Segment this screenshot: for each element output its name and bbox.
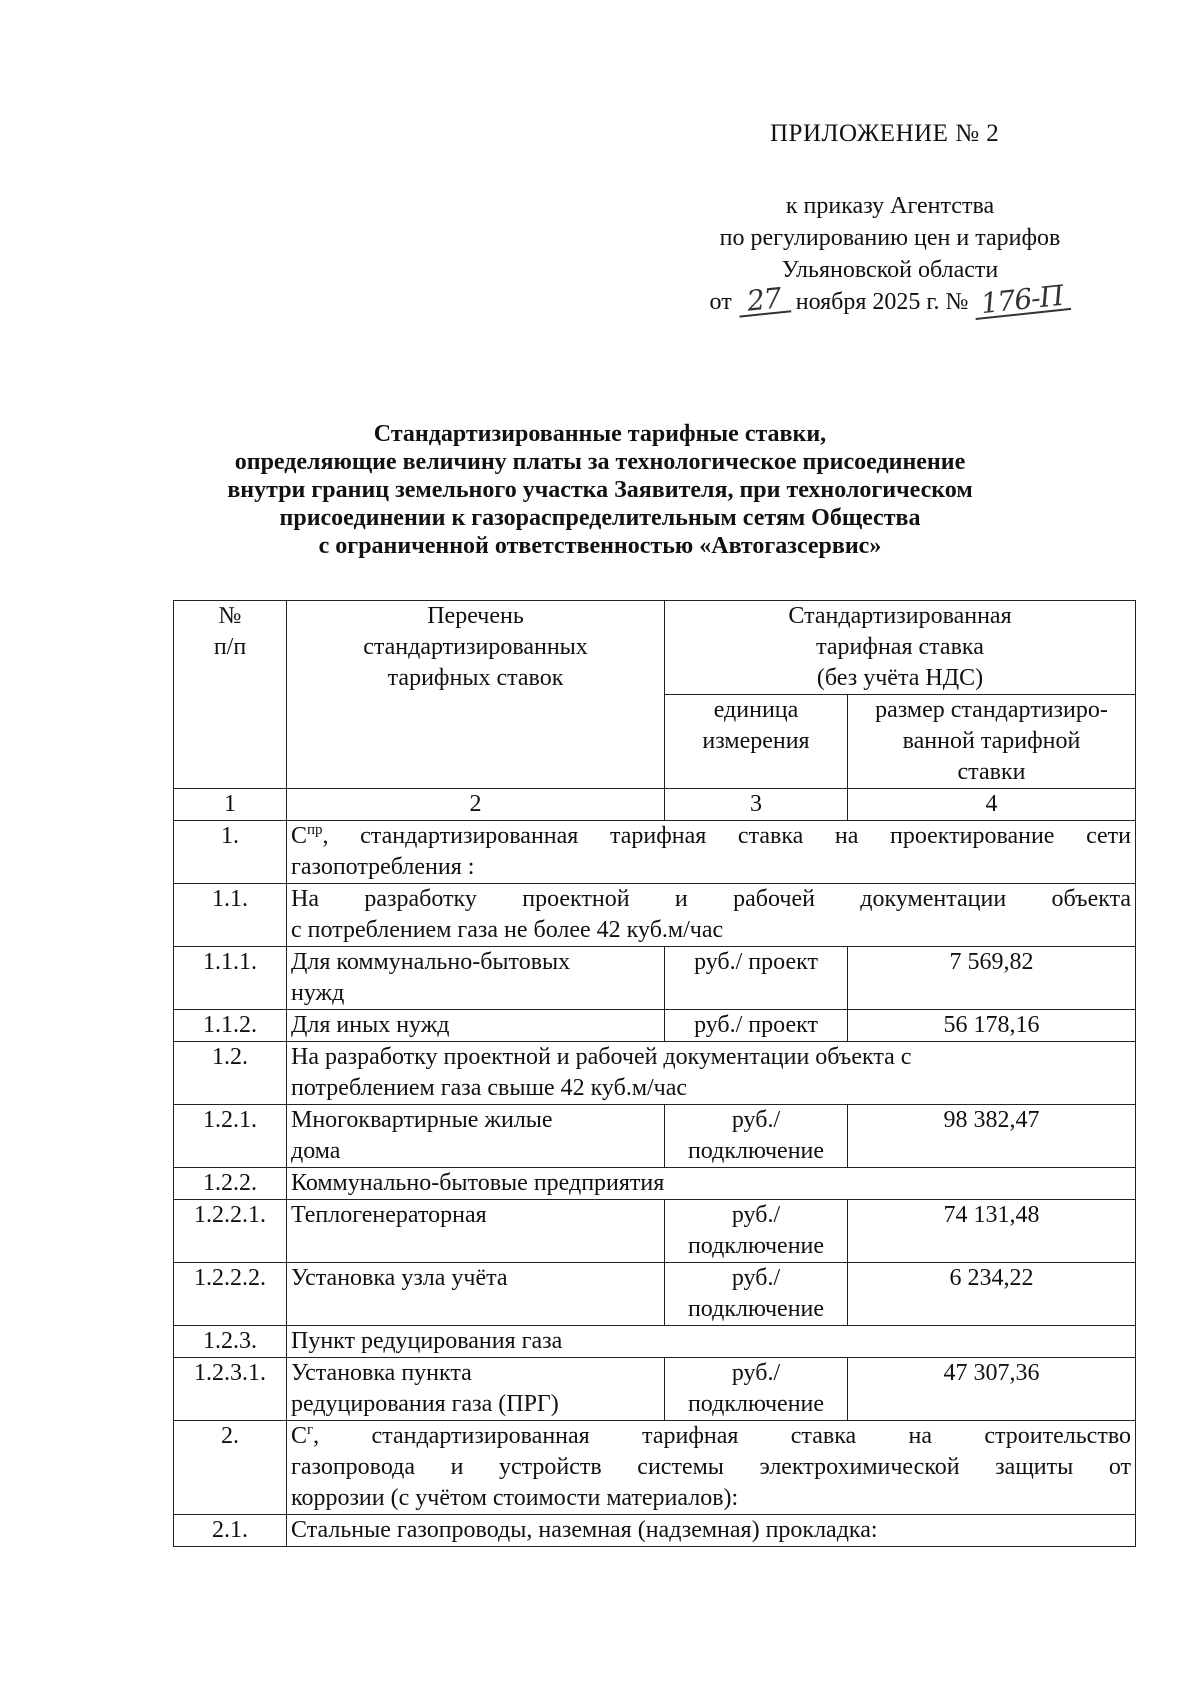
- row-unit-line: руб./: [731, 1265, 781, 1291]
- order-line-3: Ульяновской области: [781, 257, 999, 283]
- row-text: Коммунально-бытовые предприятия: [287, 1168, 1136, 1200]
- row-text-line: редуцирования газа (ПРГ): [291, 1391, 559, 1417]
- column-index-row: [174, 789, 1136, 821]
- title-line-3: внутри границ земельного участка Заявителя, при технологическом: [227, 477, 973, 503]
- rate-symbol-sup: пр: [307, 822, 323, 838]
- row-text-line: Для коммунально-бытовых: [291, 949, 571, 975]
- row-unit: [665, 1200, 848, 1263]
- table-header-row: [174, 601, 1136, 695]
- table-row: [174, 1200, 1136, 1263]
- header-list-line: стандартизированных: [363, 634, 588, 660]
- row-text: Пункт редуцирования газа: [287, 1326, 1136, 1358]
- column-index: 1: [174, 789, 287, 821]
- header-size-line: размер стандартизиро-: [875, 697, 1108, 723]
- table-row: [174, 1042, 1136, 1105]
- row-unit: [665, 1358, 848, 1421]
- header-unit-line: единица: [713, 697, 799, 723]
- rate-symbol: С: [291, 823, 308, 849]
- table-row: [174, 1421, 1136, 1515]
- tariff-table: [173, 600, 1136, 1547]
- header-rate-line: (без учёта НДС): [816, 665, 984, 691]
- row-text-part: , стандартизированная тарифная ставка на проектирование сети: [322, 823, 1131, 849]
- appendix-title: ПРИЛОЖЕНИЕ № 2: [770, 120, 1000, 147]
- row-number: 1.1.1.: [174, 947, 287, 1010]
- table-row: [174, 1168, 1136, 1200]
- date-middle: ноября 2025 г. №: [795, 289, 969, 315]
- title-line-1: Стандартизированные тарифные ставки,: [373, 421, 827, 447]
- row-text-line: дома: [291, 1138, 341, 1164]
- row-unit: руб./ проект: [665, 1010, 848, 1042]
- handwritten-order-number: 176-П: [973, 282, 1071, 320]
- row-number: 1.2.2.2.: [174, 1263, 287, 1326]
- table-row: [174, 1263, 1136, 1326]
- row-text-line: потреблением газа свыше 42 куб.м/час: [291, 1075, 688, 1101]
- table-row: [174, 947, 1136, 1010]
- row-value: 98 382,47: [848, 1105, 1136, 1168]
- document-title: [175, 420, 1025, 560]
- column-index: 2: [287, 789, 665, 821]
- row-text: Установка узла учёта: [287, 1263, 665, 1326]
- table-row: [174, 1358, 1136, 1421]
- table-row: [174, 1010, 1136, 1042]
- row-text: Для иных нужд: [287, 1010, 665, 1042]
- row-text-line: газопровода и устройств системы электрохимической защиты от: [291, 1454, 1131, 1480]
- row-number: 2.1.: [174, 1515, 287, 1547]
- table-row: [174, 1515, 1136, 1547]
- order-line-1: к приказу Агентства: [785, 193, 995, 219]
- row-text: Стальные газопроводы, наземная (надземная) прокладка:: [287, 1515, 1136, 1547]
- header-unit-line: измерения: [702, 728, 810, 754]
- table-row: [174, 1326, 1136, 1358]
- row-number: 1.1.: [174, 884, 287, 947]
- row-unit-line: подключение: [687, 1138, 825, 1164]
- row-text-line: газопотребления :: [291, 854, 475, 880]
- row-number: 1.2.: [174, 1042, 287, 1105]
- row-value: 74 131,48: [848, 1200, 1136, 1263]
- row-text: [287, 947, 665, 1010]
- row-value: 56 178,16: [848, 1010, 1136, 1042]
- row-number: 1.2.2.1.: [174, 1200, 287, 1263]
- table-row: [174, 884, 1136, 947]
- row-unit-line: подключение: [687, 1233, 825, 1259]
- order-reference: [660, 190, 1120, 321]
- row-unit-line: руб./: [731, 1360, 781, 1386]
- row-text-line: На разработку проектной и рабочей документации объекта с: [291, 1044, 912, 1070]
- row-text: [287, 1358, 665, 1421]
- header-number-line: п/п: [213, 634, 247, 660]
- row-text-line: [291, 1421, 1131, 1452]
- row-text: [287, 1105, 665, 1168]
- row-value: 47 307,36: [848, 1358, 1136, 1421]
- row-number: 1.2.3.: [174, 1326, 287, 1358]
- handwritten-day: 27: [736, 284, 791, 317]
- header-cell-list: [287, 601, 665, 789]
- title-line-2: определяющие величину платы за технологическое присоединение: [234, 449, 966, 475]
- order-line-2: по регулированию цен и тарифов: [719, 225, 1061, 251]
- header-list-line: Перечень: [427, 603, 524, 629]
- column-index: 4: [848, 789, 1136, 821]
- date-prefix: от: [709, 289, 732, 315]
- column-index: 3: [665, 789, 848, 821]
- row-number: 1.: [174, 821, 287, 884]
- row-text: Теплогенераторная: [287, 1200, 665, 1263]
- row-number: 1.2.2.: [174, 1168, 287, 1200]
- row-number: 2.: [174, 1421, 287, 1515]
- header-cell-rate: [665, 601, 1136, 695]
- header-size-line: ставки: [957, 759, 1026, 785]
- row-text-part: , стандартизированная тарифная ставка на строительство: [313, 1423, 1131, 1449]
- row-text-line: [291, 821, 1131, 852]
- row-unit-line: подключение: [687, 1296, 825, 1322]
- row-value: 7 569,82: [848, 947, 1136, 1010]
- row-unit-line: подключение: [687, 1391, 825, 1417]
- table-row: [174, 821, 1136, 884]
- header-cell-size: [848, 695, 1136, 789]
- row-text-line: Многоквартирные жилые: [291, 1107, 553, 1133]
- row-unit: руб./ проект: [665, 947, 848, 1010]
- table-row: [174, 1105, 1136, 1168]
- header-cell-unit: [665, 695, 848, 789]
- header-rate-line: Стандартизированная: [788, 603, 1012, 629]
- rate-symbol-sup: г: [307, 1422, 314, 1438]
- row-text-line: Установка пункта: [291, 1360, 472, 1386]
- row-unit-line: руб./: [731, 1107, 781, 1133]
- row-text: [287, 1042, 1136, 1105]
- row-text-line: нужд: [291, 980, 345, 1006]
- row-unit: [665, 1263, 848, 1326]
- row-value: 6 234,22: [848, 1263, 1136, 1326]
- order-date-line: [660, 278, 1120, 321]
- row-number: 1.2.1.: [174, 1105, 287, 1168]
- title-line-4: присоединении к газораспределительным сетям Общества: [279, 505, 921, 531]
- row-text: [287, 821, 1136, 884]
- row-text-line: На разработку проектной и рабочей документации объекта: [291, 886, 1131, 912]
- title-line-5: с ограниченной ответственностью «Автогазсервис»: [318, 533, 882, 559]
- row-text: [287, 1421, 1136, 1515]
- row-number: 1.2.3.1.: [174, 1358, 287, 1421]
- header-rate-line: тарифная ставка: [816, 634, 984, 660]
- row-number: 1.1.2.: [174, 1010, 287, 1042]
- row-text: [287, 884, 1136, 947]
- header-number-line: №: [218, 603, 242, 629]
- row-unit: [665, 1105, 848, 1168]
- row-unit-line: руб./: [731, 1202, 781, 1228]
- header-size-line: ванной тарифной: [902, 728, 1081, 754]
- rate-symbol: С: [291, 1423, 308, 1449]
- header-cell-number: [174, 601, 287, 789]
- row-text-line: коррозии (с учётом стоимости материалов):: [291, 1485, 739, 1511]
- header-list-line: тарифных ставок: [387, 665, 564, 691]
- row-text-line: с потреблением газа не более 42 куб.м/час: [291, 917, 724, 943]
